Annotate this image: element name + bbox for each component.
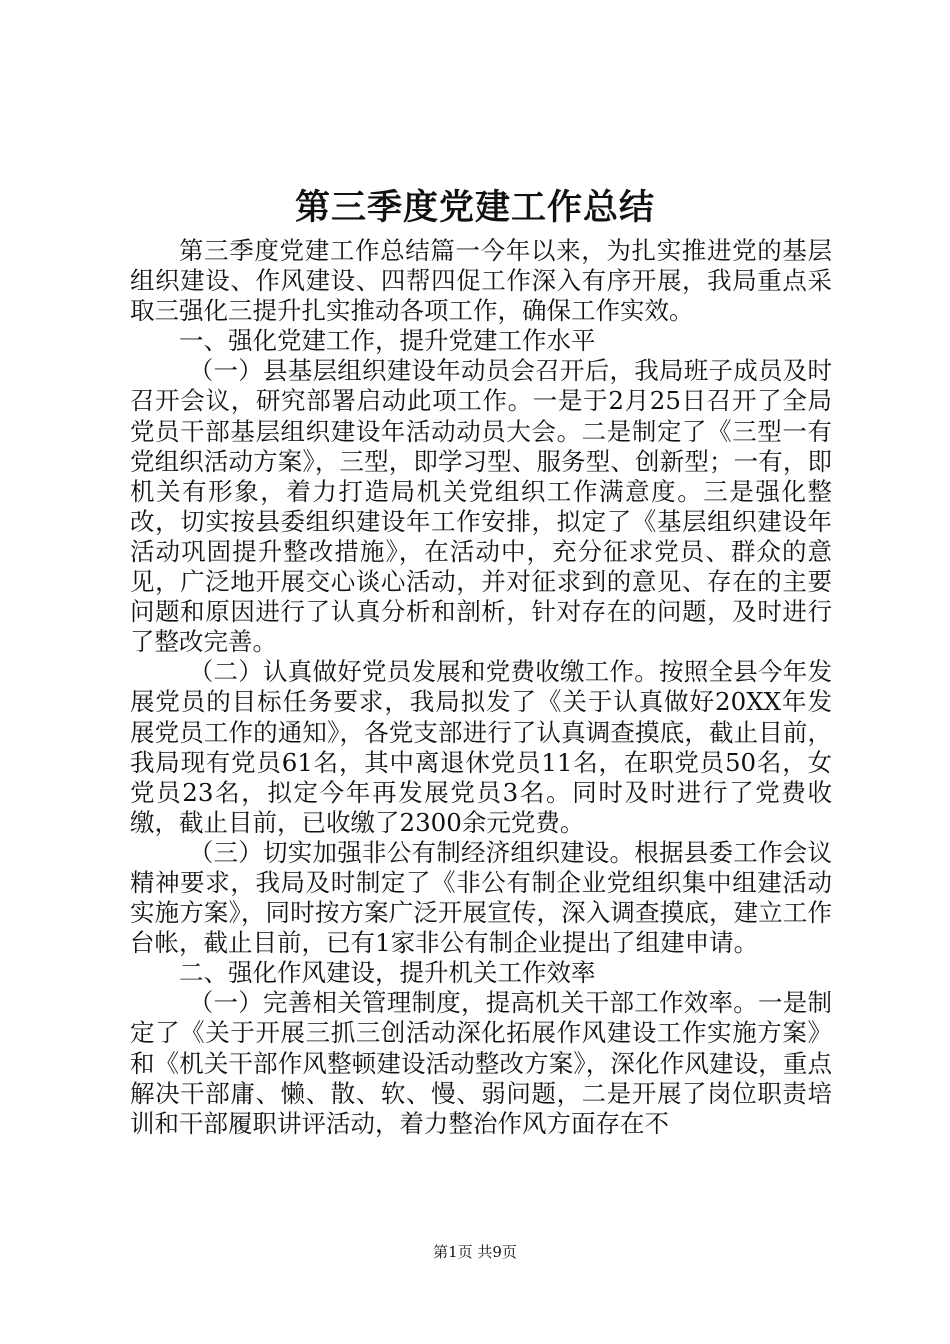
paragraph-1-3: （三）切实加强非公有制经济组织建设。根据县委工作会议精神要求，我局及时制定了《非公有制企业党组织集中组建活动实施方案》，同时按方案广泛开展宣传，深入调查摸底，建立工作台帐，截止目前，已有1家非公有制企业提出了组建申请。 xyxy=(130,837,832,958)
heading-section-2: 二、强化作风建设，提升机关工作效率 xyxy=(179,958,596,988)
paragraph-1-2: （二）认真做好党员发展和党费收缴工作。按照全县今年发展党员的目标任务要求，我局拟发了《关于认真做好20XX年发展党员工作的通知》，各党支部进行了认真调查摸底，截止目前，我局现有党员61名，其中离退休党员11名，在职党员50名，女党员23名，拟定今年再发展党员3名。同时及时进行了党费收缴，截止目前，已收缴了2300余元党费。 xyxy=(130,657,832,837)
paragraph-1-1: （一）县基层组织建设年动员会召开后，我局班子成员及时召开会议，研究部署启动此项工作。一是于2月25日召开了全局党员干部基层组织建设年活动动员大会。二是制定了《三型一有党组织活动方案》，三型，即学习型、服务型、创新型；一有，即机关有形象，着力打造局机关党组织工作满意度。三是强化整改，切实按县委组织建设年工作安排，拟定了《基层组织建设年活动巩固提升整改措施》，在活动中，充分征求党员、群众的意见，广泛地开展交心谈心活动，并对征求到的意见、存在的主要问题和原因进行了认真分析和剖析，针对存在的问题，及时进行了整改完善。 xyxy=(130,356,832,657)
document-title: 第三季度党建工作总结 xyxy=(294,187,655,228)
page-number-footer: 第1页 共9页 xyxy=(433,1243,517,1261)
heading-section-1: 一、强化党建工作，提升党建工作水平 xyxy=(179,326,596,356)
paragraph-intro: 第三季度党建工作总结篇一今年以来，为扎实推进党的基层组织建设、作风建设、四帮四促工作深入有序开展，我局重点采取三强化三提升扎实推动各项工作，确保工作实效。 xyxy=(130,236,832,326)
paragraph-2-1: （一）完善相关管理制度，提高机关干部工作效率。一是制定了《关于开展三抓三创活动深化拓展作风建设工作实施方案》和《机关干部作风整顿建设活动整改方案》，深化作风建设，重点解决干部庸、懒、散、软、慢、弱问题，二是开展了岗位职责培训和干部履职讲评活动，着力整治作风方面存在不 xyxy=(130,988,832,1138)
document-body xyxy=(130,236,832,1139)
